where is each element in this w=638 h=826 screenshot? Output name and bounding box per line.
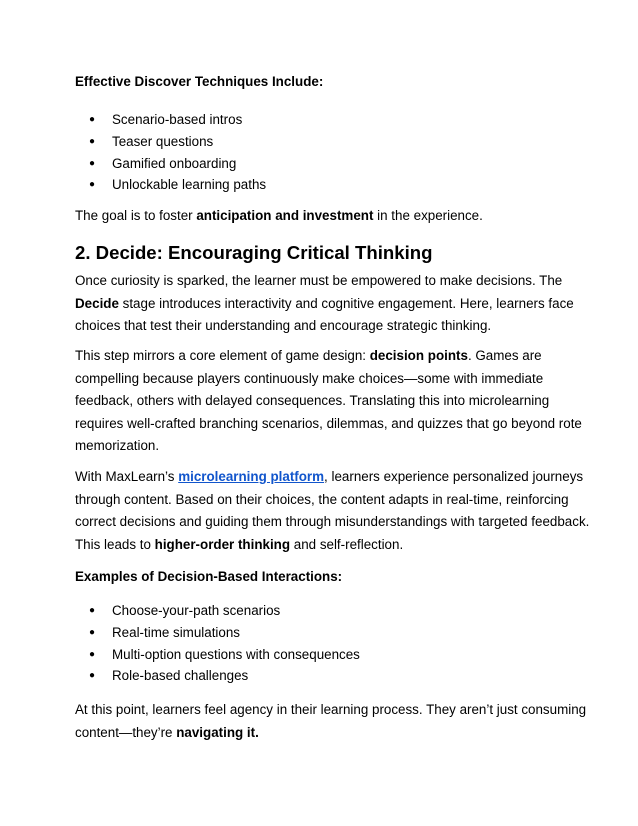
discover-list [75,109,266,196]
bullet-icon: ● [89,135,96,147]
bullet-icon: ● [89,157,96,169]
list-item: ● Choose-your-path scenarios [75,600,360,622]
goal-paragraph: The goal is to foster anticipation and investment in the experience. [75,208,483,223]
list-item: ● Gamified onboarding [75,153,266,175]
examples-list [75,600,360,687]
list-item: ● Multi-option questions with consequences [75,644,360,666]
list-item: ● Unlockable learning paths [75,174,266,196]
examples-heading: Examples of Decision-Based Interactions: [75,569,343,584]
paragraph-decide-intro: Once curiosity is sparked, the learner must be empowered to make decisions. The Decide stage introduces interactivity and cognitive engagement. Here, learners face choices that test their understanding and encourage strategic thinking. [75,273,574,333]
bullet-icon: ● [89,179,96,191]
bullet-icon: ● [89,648,96,660]
paragraph-maxlearn: With MaxLearn’s microlearning platform, learners experience personalized journeys through content. Based on their choices, the content adapts in real-time, reinforcing correct decisions and guiding them through misunderstandings with targeted feedback. This leads to higher-order thinking and self-reflection. [75,469,590,552]
bullet-icon: ● [89,670,96,682]
bullet-icon: ● [89,605,96,616]
discover-heading: Effective Discover Techniques Include: [75,74,324,89]
microlearning-platform-link[interactable]: microlearning platform [178,469,325,484]
closing-paragraph: At this point, learners feel agency in their learning process. They aren’t just consuming content—they’re navigating it. [75,702,587,740]
section-title: 2. Decide: Encouraging Critical Thinking [75,242,433,263]
list-item: ● Teaser questions [75,131,266,153]
list-item: ● Scenario-based intros [75,109,266,131]
bullet-icon: ● [89,114,96,125]
list-item: ● Real-time simulations [75,622,360,644]
bullet-icon: ● [89,626,96,638]
list-item: ● Role-based challenges [75,665,360,687]
paragraph-decision-points: This step mirrors a core element of game design: decision points. Games are compelling because players continuously make choices—some with immediate feedback, others with delayed consequences. Translating this into microlearning requires well-crafted branching scenarios, dilemmas, and quizzes that go beyond rote memorization. [75,348,582,453]
